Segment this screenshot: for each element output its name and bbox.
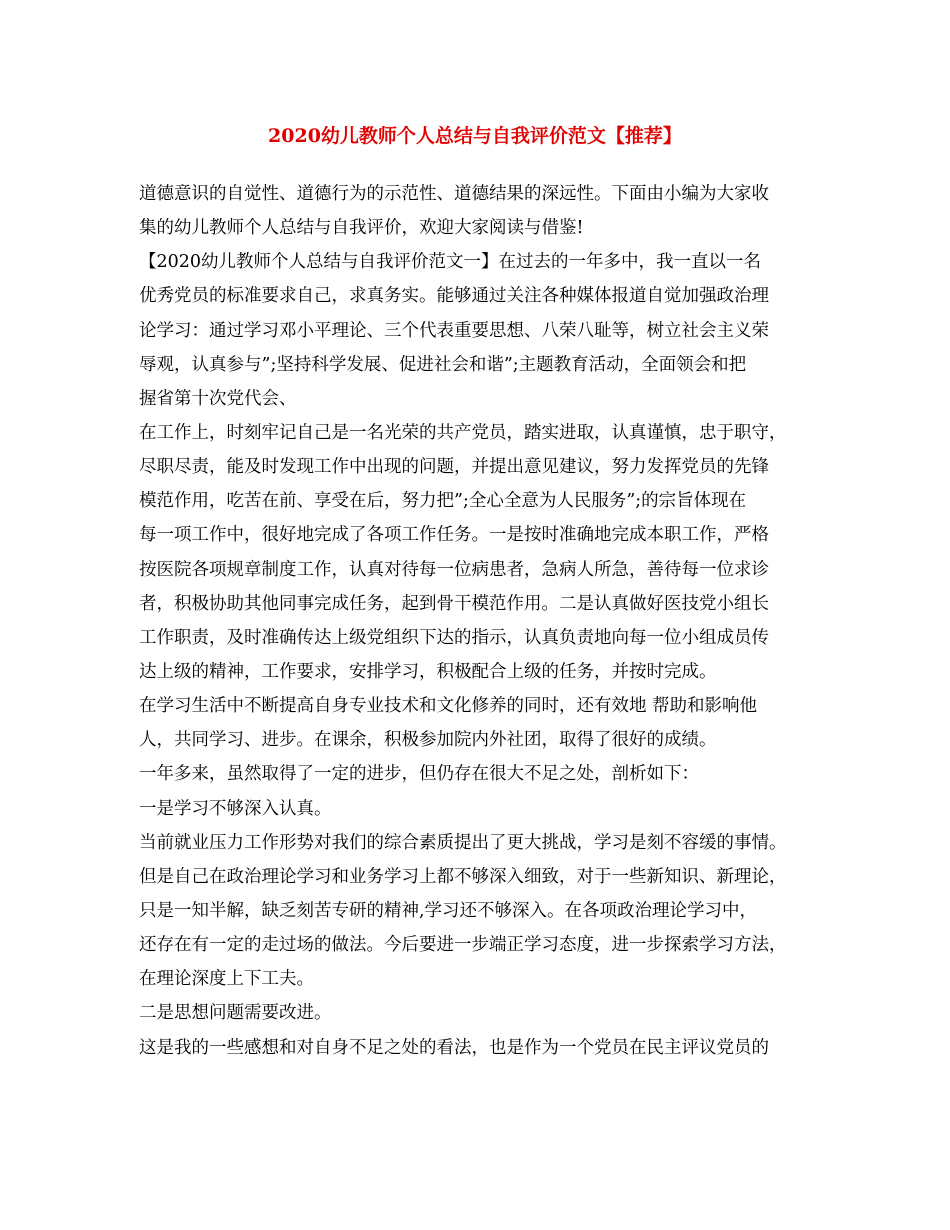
- body-line: 道德意识的自觉性、道德行为的示范性、道德结果的深远性。下面由小编为大家收: [139, 184, 769, 204]
- body-line: 一是学习不够深入认真。: [139, 798, 332, 819]
- body-line: 在理论深度上下工夫。: [139, 969, 314, 990]
- document-title: 2020幼儿教师个人总结与自我评价范文【推荐】: [268, 125, 682, 147]
- body-line: 优秀党员的标准要求自己，求真务实。能够通过关注各种媒体报道自觉加强政治理: [139, 286, 769, 307]
- body-line: 按医院各项规章制度工作，认真对待每一位病患者，急病人所急，善待每一位求诊: [139, 559, 769, 580]
- body-line: 一年多来，虽然取得了一定的进步，但仍存在很大不足之处，剖析如下：: [139, 764, 699, 785]
- body-line: 人，共同学习、进步。在课余，积极参加院内外社团，取得了很好的成绩。: [139, 730, 717, 751]
- body-line: 论学习：通过学习邓小平理论、三个代表重要思想、八荣八耻等，树立社会主义荣: [139, 320, 769, 341]
- body-line: 每一项工作中，很好地完成了各项工作任务。一是按时准确地完成本职工作，严格: [139, 525, 769, 546]
- body-line: 还存在有一定的走过场的做法。今后要进一步端正学习态度，进一步探索学习方法，: [139, 935, 787, 956]
- body-line: 在工作上，时刻牢记自己是一名光荣的共产党员，踏实进取，认真谨慎，忠于职守，: [139, 422, 787, 443]
- body-line: 只是一知半解，缺乏刻苦专研的精神,学习还不够深入。在各项政治理论学习中，: [139, 900, 758, 921]
- body-line: 当前就业压力工作形势对我们的综合素质提出了更大挑战，学习是刻不容缓的事情。: [139, 832, 787, 853]
- body-line: 【2020幼儿教师个人总结与自我评价范文一】在过去的一年多中，我一直以一名: [139, 252, 762, 273]
- body-line: 工作职责，及时准确传达上级党组织下达的指示，认真负责地向每一位小组成员传: [139, 627, 769, 648]
- body-line: 二是思想问题需要改进。: [139, 1003, 332, 1024]
- body-line: 但是自己在政治理论学习和业务学习上都不够深入细致，对于一些新知识、新理论，: [139, 866, 787, 887]
- body-line: 这是我的一些感想和对自身不足之处的看法，也是作为一个党员在民主评议党员的: [139, 1037, 769, 1058]
- body-line: 尽职尽责，能及时发现工作中出现的问题，并提出意见建议，努力发挥党员的先锋: [139, 457, 769, 478]
- body-line: 握省第十次党代会、: [139, 388, 297, 409]
- body-line: 达上级的精神，工作要求，安排学习，积极配合上级的任务，并按时完成。: [139, 661, 717, 682]
- body-line: 在学习生活中不断提高自身专业技术和文化修养的同时，还有效地 帮助和影响他: [139, 696, 758, 717]
- body-line: 集的幼儿教师个人总结与自我评价，欢迎大家阅读与借鉴!: [139, 218, 584, 239]
- body-line: 辱观，认真参与”;坚持科学发展、促进社会和谐”;主题教育活动，全面领会和把: [139, 354, 747, 375]
- body-line: 模范作用，吃苦在前、享受在后，努力把”;全心全意为人民服务”;的宗旨体现在: [139, 491, 747, 512]
- document-body: [139, 177, 829, 1065]
- body-line: 者，积极协助其他同事完成任务，起到骨干模范作用。二是认真做好医技党小组长: [139, 593, 769, 614]
